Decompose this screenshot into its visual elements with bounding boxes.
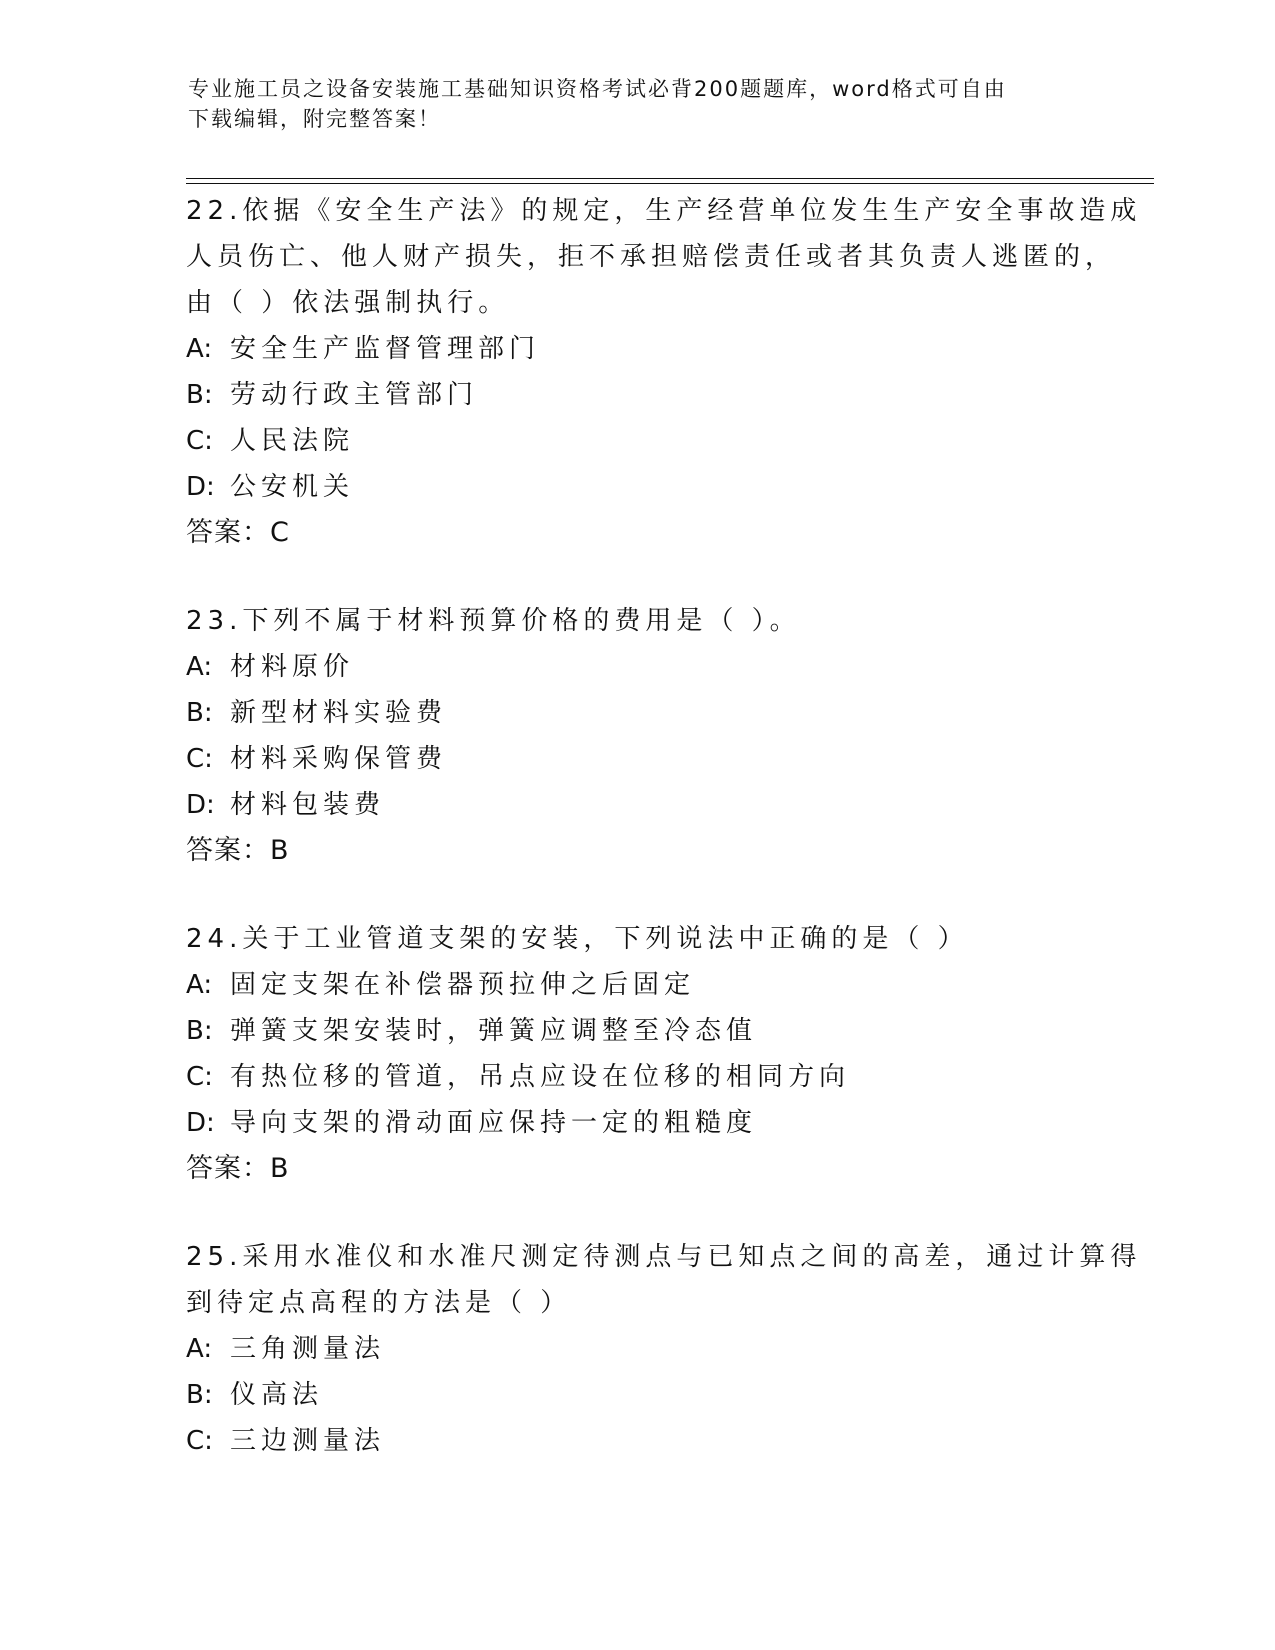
question-text-line: 人员伤亡、他人财产损失，拒不承担赔偿责任或者其负责人逃匿的， xyxy=(186,242,1117,272)
answer-line: 答案：C xyxy=(186,517,290,548)
question-23 xyxy=(186,598,1086,874)
question-text-line: 25.采用水准仪和水准尺测定待测点与已知点之间的高差，通过计算得 xyxy=(186,1242,1142,1272)
option-text: 导向支架的滑动面应保持一定的粗糙度 xyxy=(230,1108,758,1138)
option-letter: A: xyxy=(186,970,213,1000)
option-text: 公安机关 xyxy=(230,472,355,502)
option-letter: A: xyxy=(186,652,213,682)
option-text: 安全生产监督管理部门 xyxy=(230,334,541,364)
question-text-line: 24.关于工业管道支架的安装，下列说法中正确的是（ ） xyxy=(186,924,969,954)
option-text: 弹簧支架安装时，弹簧应调整至冷态值 xyxy=(230,1016,758,1046)
option-d xyxy=(186,1100,1086,1146)
option-letter: B: xyxy=(186,1380,213,1410)
header-line-1: 专业施工员之设备安装施工基础知识资格考试必背200题题库，word格式可自由 xyxy=(188,77,1007,101)
option-text: 劳动行政主管部门 xyxy=(230,380,479,410)
option-c xyxy=(186,1418,1086,1464)
option-a xyxy=(186,1326,1086,1372)
option-b xyxy=(186,690,1086,736)
option-text: 仪高法 xyxy=(230,1380,324,1410)
option-letter: A: xyxy=(186,334,213,364)
answer-line: 答案：B xyxy=(186,835,290,866)
option-letter: B: xyxy=(186,1016,213,1046)
option-letter: B: xyxy=(186,698,213,728)
question-24 xyxy=(186,916,1086,1192)
question-25 xyxy=(186,1234,1142,1464)
option-letter: C: xyxy=(186,744,213,774)
question-text-line: 到待定点高程的方法是（ ） xyxy=(186,1288,572,1318)
option-letter: A: xyxy=(186,1334,213,1364)
option-text: 三角测量法 xyxy=(230,1334,386,1364)
header-divider-bottom xyxy=(186,183,1154,184)
question-22 xyxy=(186,188,1142,556)
option-text: 材料包装费 xyxy=(230,790,386,820)
option-letter: D: xyxy=(186,790,215,820)
option-letter: B: xyxy=(186,380,213,410)
option-letter: C: xyxy=(186,1062,213,1092)
option-letter: D: xyxy=(186,1108,215,1138)
option-text: 材料采购保管费 xyxy=(230,744,448,774)
question-text-line: 23.下列不属于材料预算价格的费用是（ ）。 xyxy=(186,606,801,636)
answer-line: 答案：B xyxy=(186,1153,290,1184)
option-text: 材料原价 xyxy=(230,652,355,682)
option-b xyxy=(186,372,1086,418)
document-header xyxy=(188,74,1088,134)
option-text: 人民法院 xyxy=(230,426,355,456)
header-divider-top xyxy=(186,178,1154,179)
option-text: 有热位移的管道，吊点应设在位移的相同方向 xyxy=(230,1062,851,1092)
option-a xyxy=(186,326,1086,372)
option-b xyxy=(186,1008,1086,1054)
option-a xyxy=(186,962,1086,1008)
question-list xyxy=(186,188,1142,1506)
question-text-line: 由（ ）依法强制执行。 xyxy=(186,288,510,318)
option-d xyxy=(186,782,1086,828)
question-text-line: 22.依据《安全生产法》的规定，生产经营单位发生生产安全事故造成 xyxy=(186,196,1142,226)
option-b xyxy=(186,1372,1086,1418)
option-d xyxy=(186,464,1086,510)
option-letter: C: xyxy=(186,1426,213,1456)
option-c xyxy=(186,418,1086,464)
option-text: 固定支架在补偿器预拉伸之后固定 xyxy=(230,970,696,1000)
option-a xyxy=(186,644,1086,690)
option-text: 新型材料实验费 xyxy=(230,698,448,728)
option-letter: D: xyxy=(186,472,215,502)
option-text: 三边测量法 xyxy=(230,1426,386,1456)
option-letter: C: xyxy=(186,426,213,456)
header-line-2: 下载编辑，附完整答案！ xyxy=(188,107,441,131)
option-c xyxy=(186,1054,1086,1100)
option-c xyxy=(186,736,1086,782)
